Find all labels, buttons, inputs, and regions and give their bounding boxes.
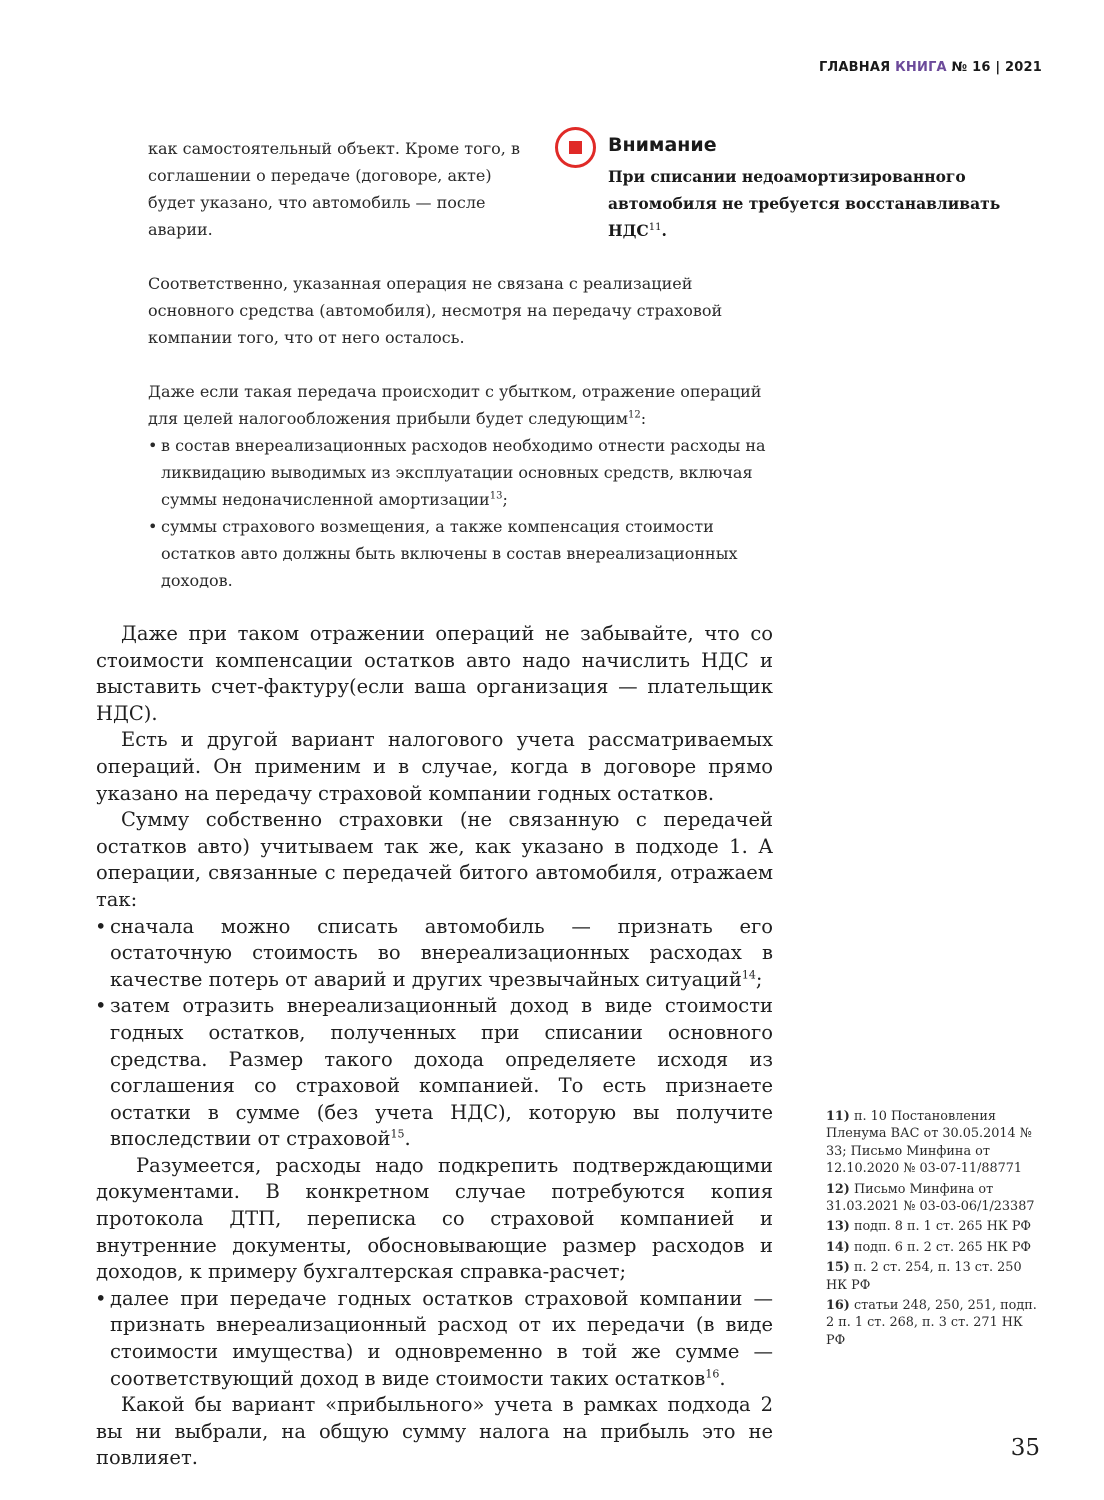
quote-continuation: как самостоятельный объект. Кроме того, в соглашении о передаче (договоре, акте) будет указано, что автомобиль — после аварии. bbox=[148, 139, 520, 239]
quote-paragraph-2: Даже если такая передача происходит с убытком, отражение операций для целей налогообложения прибыли будет следующим$^{12}$: • в состав внереализационных расходов необходимо отнести расходы на ликвидацию выводимых из эксплуатации основных средств, включая суммы недоначисленной амортизации$^{13}$; • суммы страхового возмещения, а также компенсация стоимости остатков авто должны быть включены в состав внереализационных доходов. bbox=[148, 378, 778, 594]
footnote: 11) п. 10 Постановления Пленума ВАС от 30.05.2014 № 33; Письмо Минфина от 12.10.2020 № 03-07-11/88771 bbox=[826, 1109, 1032, 1177]
list-item: • далее при передаче годных остатков страховой компании — признать внереализационный расход от их передачи (в виде стоимости имущества) и одновременно в той же сумме — соответствующий доход в виде стоимости таких остатков$^{16}$. bbox=[96, 1286, 773, 1392]
footnote: 14) подп. 6 п. 2 ст. 265 НК РФ bbox=[826, 1239, 1032, 1255]
brand-accent: КНИГА bbox=[895, 60, 947, 75]
brand-main: ГЛАВНАЯ bbox=[818, 60, 891, 75]
footnote: 15) п. 2 ст. 254, п. 13 ст. 250 НК РФ bbox=[826, 1260, 1022, 1293]
paragraph: Даже при таком отражении операций не забывайте, что со стоимости компенсации остатков авто надо начислить НДС и выставить счет-фактуру(если ваша организация — плательщик НДС). bbox=[96, 622, 773, 725]
issue-number: № 16 | 2021 bbox=[951, 60, 1042, 75]
list-item: • в состав внереализационных расходов необходимо отнести расходы на ликвидацию выводимых из эксплуатации основных средств, включая суммы недоначисленной амортизации$^{13}$; bbox=[148, 432, 778, 513]
footnote-ref[interactable]: 14 bbox=[741, 968, 756, 982]
footnote: 16) статьи 248, 250, 251, подп. 2 п. 1 ст. 268, п. 3 ст. 271 НК РФ bbox=[826, 1298, 1037, 1348]
paragraph: Разумеется, расходы надо подкрепить подтверждающими документами. В конкретном случае потребуются копия протокола ДТП, переписка со страховой компанией и внутренние документы, обосновывающие размер расходов и доходов, к примеру бухгалтерская справка-расчет; bbox=[96, 1153, 773, 1284]
page-number: 35 bbox=[1010, 1435, 1040, 1461]
list-item: • сначала можно списать автомобиль — признать его остаточную стоимость во внереализационных расходах в качестве потерь от аварий и других чрезвычайных ситуаций$^{14}$; bbox=[96, 914, 773, 994]
footnote: 13) подп. 8 п. 1 ст. 265 НК РФ bbox=[826, 1219, 1032, 1235]
footnote-ref[interactable]: 16 bbox=[705, 1367, 720, 1381]
quote-paragraph-1: Соответственно, указанная операция не связана с реализацией основного средства (автомобиля), несмотря на передачу страховой компании того, что от него осталось. bbox=[148, 274, 723, 347]
bullet-list bbox=[96, 914, 773, 1153]
footnote-ref[interactable]: 11 bbox=[648, 221, 662, 233]
paragraph: Есть и другой вариант налогового учета рассматриваемых операций. Он применим и в случае, когда в договоре прямо указано на передачу страховой компании годных остатков. bbox=[96, 728, 773, 805]
footnote-ref[interactable]: 15 bbox=[390, 1127, 405, 1141]
footnote: 12) Письмо Минфина от 31.03.2021 № 03-03-06/1/23387 bbox=[826, 1181, 1035, 1215]
main-text bbox=[96, 621, 773, 1472]
footnote-ref[interactable]: 12 bbox=[628, 409, 641, 421]
list-item: • суммы страхового возмещения, а также компенсация стоимости остатков авто должны быть включены в состав внереализационных доходов. bbox=[148, 513, 778, 594]
paragraph: Какой бы вариант «прибыльного» учета в рамках подхода 2 вы ни выбрали, на общую сумму налога на прибыль это не повлияет. bbox=[96, 1393, 773, 1470]
attention-title: Внимание bbox=[608, 134, 717, 156]
attention-text: При списании недоамортизированного автомобиля не требуется восстанавливать НДС$^{11}$. bbox=[608, 167, 1001, 240]
paragraph: Сумму собственно страховки (не связанную с передачей остатков авто) учитываем так же, как указано в подходе 1. А операции, связанные с передачей битого автомобиля, отражаем так: bbox=[96, 808, 773, 911]
list-item: • затем отразить внереализационный доход в виде стоимости годных остатков, полученных при списании основного средства. Размер такого дохода определяете исходя из соглашения со страховой компанией. То есть признаете остатки в сумме (без учета НДС), которую вы получите впоследствии от страховой$^{15}$. bbox=[96, 993, 773, 1153]
quote-bullet-list bbox=[148, 432, 778, 594]
bullet-list bbox=[96, 1286, 773, 1392]
footnotes bbox=[826, 1108, 1046, 1352]
page-header bbox=[819, 60, 1042, 75]
footnote-ref[interactable]: 13 bbox=[489, 490, 503, 502]
stop-icon bbox=[555, 127, 596, 168]
